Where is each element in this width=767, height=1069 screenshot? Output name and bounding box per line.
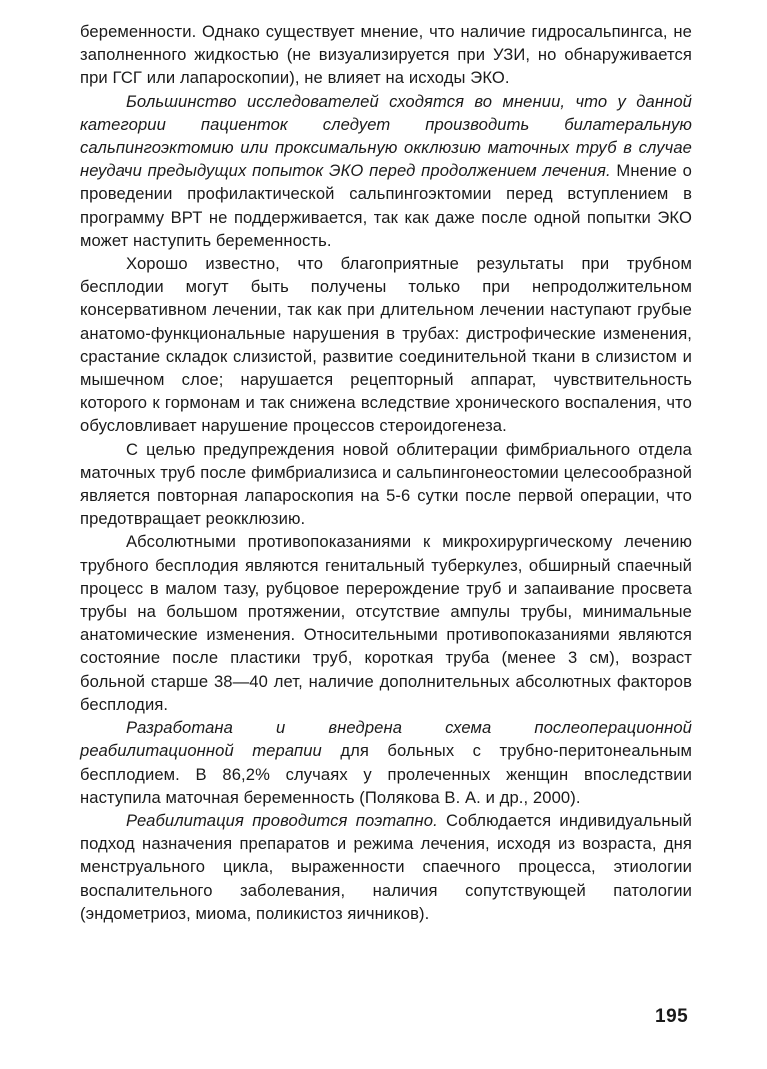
- paragraph-contraindications: [80, 530, 692, 716]
- page-number: 195: [655, 1006, 689, 1027]
- paragraph-text: беременности. Однако существует мнение, что наличие гидросальпингса, не заполненного жидкостью (не визуализируется при УЗИ, но обнаруживается при ГСГ или лапароскопии), не влияет на исходы ЭКО.: [80, 22, 692, 88]
- paragraph-salpingectomy: [80, 90, 692, 252]
- paragraph-lead: Разработана и внедрена схема послеоперационной реабилитационной терапии: [80, 718, 692, 761]
- paragraph-conservative-treatment: [80, 252, 692, 438]
- body-text: [80, 20, 692, 925]
- paragraph-text: С целью предупреждения новой облитерации фимбриального отдела маточных труб после фимбриализиса и сальпингонеостомии целесообразной является повторная лапароскопия на 5-6 сутки после первой операции, что предотвращает реокклюзию.: [80, 439, 692, 529]
- paragraph-text: Хорошо известно, что благоприятные результаты при трубном бесплодии могут быть получены только при непродолжительном консервативном лечении, так как при длительном лечении наступают грубые анатомо-функциональные нарушения в трубах: дистрофические изменения, срастание складок слизистой, развитие соединительной ткани в слизистом и мышечном слое; нарушается рецепторный аппарат, чувствительность которого к гормонам и так снижена вследствие хронического воспаления, что обусловливает нарушение процессов стероидогенеза.: [80, 254, 692, 436]
- paragraph-text: для больных с трубно-перитонеальным бесплодием. В 86,2% случаях у пролеченных женщин впоследствии наступила маточная беременность (Полякова В. А. и др., 2000).: [80, 741, 692, 807]
- paragraph-rehabilitation-scheme: [80, 716, 692, 809]
- paragraph-lead: Реабилитация проводится поэтапно.: [126, 810, 438, 830]
- paragraph-lead: Большинство исследователей сходятся во мнении, что у данной категории пациенток следует производить билатеральную сальпингоэктомию или проксимальную окклюзию маточных труб в случае неудачи предыдущих попыток ЭКО перед продолжением лечения.: [80, 91, 692, 181]
- paragraph-continuation: [80, 20, 692, 90]
- paragraph-text: Мнение о проведении профилактической сальпингоэктомии перед вступлением в программу ВРТ не поддерживается, так как даже после одной попытки ЭКО может наступить беременность.: [80, 161, 692, 250]
- paragraph-rehabilitation-stages: [80, 809, 692, 925]
- paragraph-repeat-laparoscopy: [80, 438, 692, 531]
- paragraph-text: Соблюдается индивидуальный подход назначения препаратов и режима лечения, исходя из возраста, дня менструального цикла, выраженности спаечного процесса, этиологии воспалительного заболевания, наличия сопутствующей патологии (эндометриоз, миома, поликистоз яичников).: [80, 810, 692, 923]
- paragraph-text: Абсолютными противопоказаниями к микрохирургическому лечению трубного бесплодия являются генитальный туберкулез, обширный спаечный процесс в малом тазу, рубцовое перерождение труб и запаивание просвета трубы на большом протяжении, отсутствие ампулы трубы, минимальные анатомические изменения. Относительными противопоказаниями являются состояние после пластики труб, короткая труба (менее 3 см), возраст больной старше 38—40 лет, наличие дополнительных абсолютных факторов бесплодия.: [80, 532, 692, 714]
